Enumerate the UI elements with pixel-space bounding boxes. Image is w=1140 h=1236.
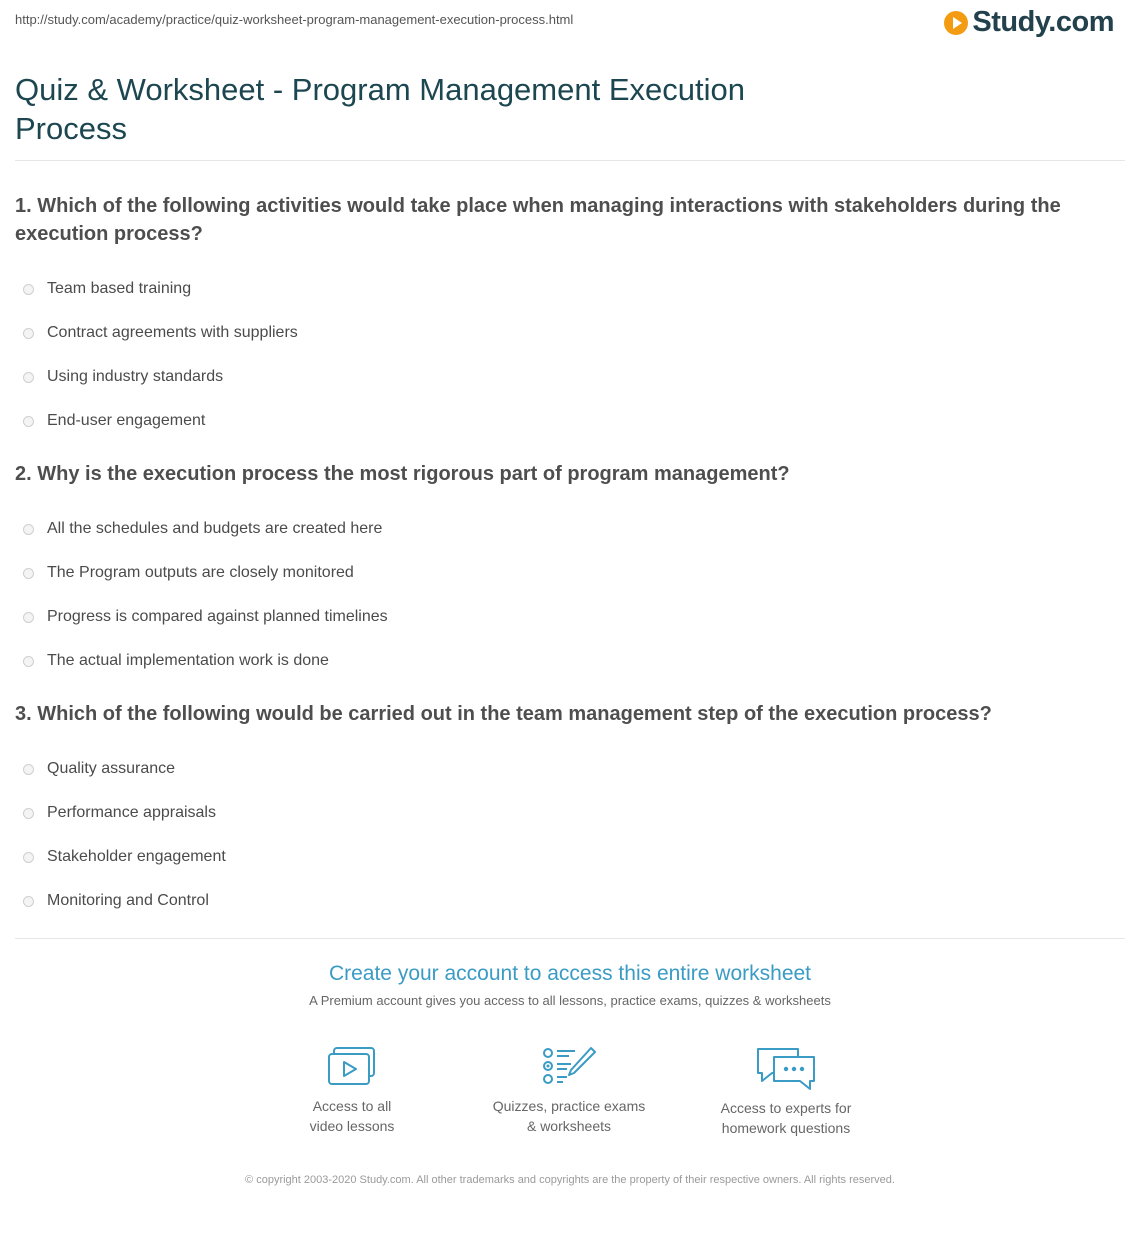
answer-option[interactable]	[15, 791, 1125, 835]
video-lessons-icon	[326, 1045, 378, 1089]
chat-bubbles-icon	[754, 1045, 818, 1091]
answer-option[interactable]	[15, 551, 1125, 595]
question-text: 2. Why is the execution process the most rigorous part of program management?	[15, 463, 790, 485]
feature-quizzes	[479, 1045, 659, 1136]
premium-subtitle: A Premium account gives you access to all lessons, practice exams, quizzes & worksheets	[309, 993, 831, 1008]
answer-label: The Program outputs are closely monitored	[47, 564, 354, 581]
question-3	[15, 700, 1125, 923]
radio-button[interactable]	[23, 896, 34, 907]
answer-option[interactable]	[15, 507, 1125, 551]
page-title: Quiz & Worksheet - Program Management Execution Process	[15, 72, 745, 146]
radio-button[interactable]	[23, 764, 34, 775]
page-url: http://study.com/academy/practice/quiz-worksheet-program-management-execution-process.html	[15, 12, 574, 27]
answer-list	[15, 507, 1125, 683]
radio-button[interactable]	[23, 852, 34, 863]
radio-button[interactable]	[23, 416, 34, 427]
radio-button[interactable]	[23, 808, 34, 819]
feature-experts	[696, 1045, 876, 1138]
question-text: 3. Which of the following would be carried out in the team management step of the execution process?	[15, 703, 992, 725]
question-2	[15, 460, 1125, 683]
answer-label: The actual implementation work is done	[47, 652, 329, 669]
radio-button[interactable]	[23, 612, 34, 623]
answer-label: Stakeholder engagement	[47, 848, 226, 865]
copyright-footer: © copyright 2003-2020 Study.com. All other trademarks and copyrights are the property of their respective owners. All rights reserved.	[245, 1174, 895, 1186]
answer-list	[15, 267, 1125, 443]
answer-label: Performance appraisals	[47, 804, 216, 821]
feature-video-lessons	[262, 1045, 442, 1136]
divider	[15, 160, 1125, 161]
logo-text: Study.com	[972, 6, 1114, 38]
create-account-link[interactable]: Create your account to access this entire worksheet	[328, 962, 812, 985]
study-logo[interactable]	[944, 6, 1114, 39]
question-text: 1. Which of the following activities would take place when managing interactions with stakeholders during the execution process?	[15, 195, 1061, 245]
answer-label: Contract agreements with suppliers	[47, 324, 298, 341]
answer-label: Using industry standards	[47, 368, 224, 385]
feature-label: Quizzes, practice exams & worksheets	[492, 1098, 646, 1134]
answer-label: All the schedules and budgets are created here	[47, 520, 383, 537]
answer-option[interactable]	[15, 835, 1125, 879]
radio-button[interactable]	[23, 284, 34, 295]
question-1	[15, 192, 1125, 443]
answer-label: Quality assurance	[47, 760, 176, 777]
answer-option[interactable]	[15, 311, 1125, 355]
divider	[15, 938, 1125, 939]
quiz-checklist-icon	[541, 1045, 597, 1089]
radio-button[interactable]	[23, 568, 34, 579]
radio-button[interactable]	[23, 328, 34, 339]
answer-option[interactable]	[15, 267, 1125, 311]
radio-button[interactable]	[23, 524, 34, 535]
answer-option[interactable]	[15, 595, 1125, 639]
feature-label: Access to all video lessons	[309, 1098, 395, 1134]
answer-label: Team based training	[47, 280, 192, 297]
feature-label: Access to experts for homework questions	[720, 1100, 852, 1136]
answer-list	[15, 747, 1125, 923]
radio-button[interactable]	[23, 372, 34, 383]
radio-button[interactable]	[23, 656, 34, 667]
answer-option[interactable]	[15, 399, 1125, 443]
answer-option[interactable]	[15, 747, 1125, 791]
answer-label: End-user engagement	[47, 412, 206, 429]
answer-option[interactable]	[15, 639, 1125, 683]
answer-label: Progress is compared against planned timelines	[47, 608, 388, 625]
answer-label: Monitoring and Control	[47, 892, 209, 909]
play-logo-icon	[944, 11, 968, 35]
answer-option[interactable]	[15, 879, 1125, 923]
answer-option[interactable]	[15, 355, 1125, 399]
